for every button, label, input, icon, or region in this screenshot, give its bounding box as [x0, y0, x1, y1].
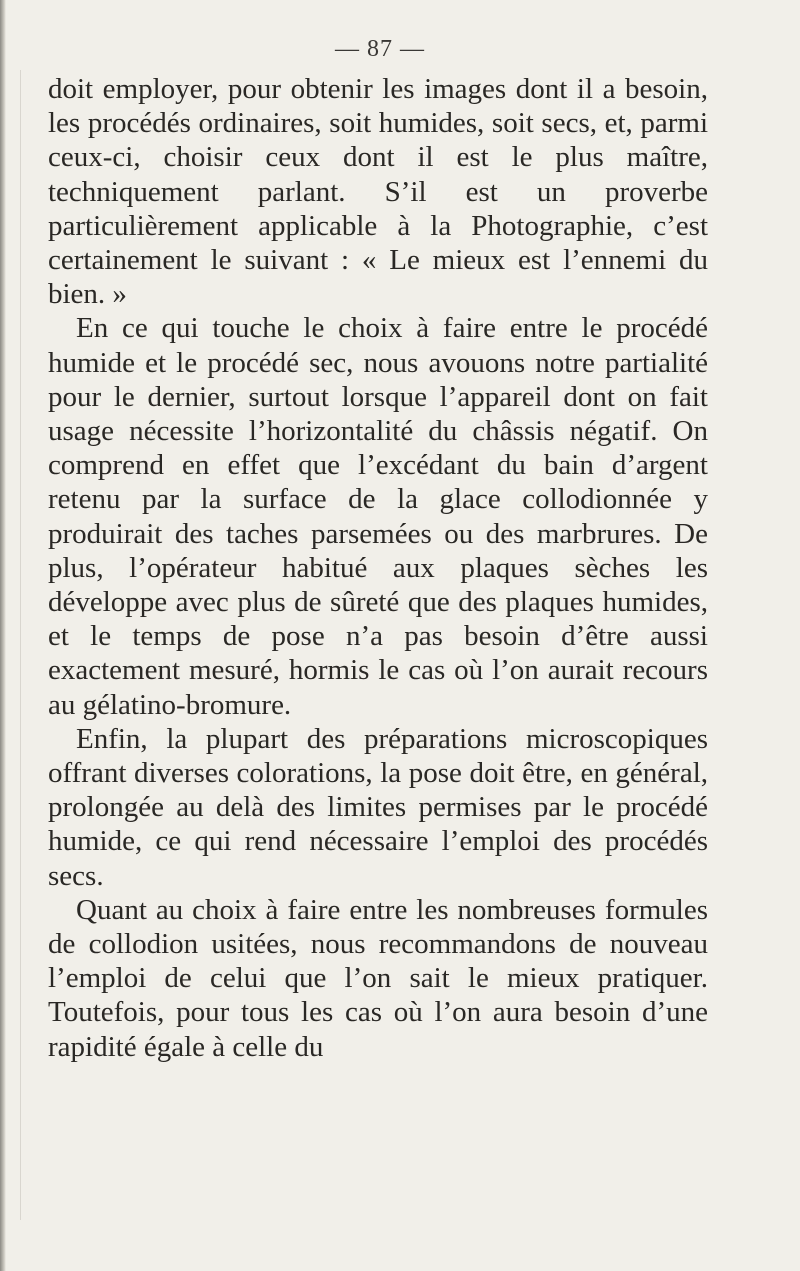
- page-number: — 87 —: [335, 36, 425, 62]
- body-text: [48, 72, 708, 1064]
- page-edge-shadow: [0, 0, 6, 1271]
- paragraph-collodion-formulas: Quant au choix à faire entre les nombreuses formules de collodion usitées, nous recommandons de nouveau l’emploi de celui que l’on sait le mieux pratiquer. Toutefois, pour tous les cas où l’on aura besoin d’une rapidité égale à celle du: [48, 893, 708, 1063]
- paragraph-continuation: doit employer, pour obtenir les images dont il a besoin, les procédés ordinaires, soit humides, soit secs, et, parmi ceux-ci, choisir ceux dont il est le plus maître, techniquement parlant. S’il est un proverbe particulièrement applicable à la Photographie, c’est certainement le suivant : « Le mieux est l’ennemi du bien. »: [48, 73, 708, 311]
- paragraph-microscopic-preparations: Enfin, la plupart des préparations microscopiques offrant diverses colorations, la pose doit être, en général, prolongée au delà des limites permises par le procédé humide, ce qui rend nécessaire l’emploi des procédés secs.: [48, 722, 708, 892]
- paragraph-process-choice: En ce qui touche le choix à faire entre le procédé humide et le procédé sec, nous avouons notre partialité pour le dernier, surtout lorsque l’appareil dont on fait usage nécessite l’horizontalité du châssis négatif. On comprend en effet que l’excédant du bain d’argent retenu par la surface de la glace collodionnée y produirait des taches parsemées ou des marbrures. De plus, l’opérateur habitué aux plaques sèches les développe avec plus de sûreté que des plaques humides, et le temps de pose n’a pas besoin d’être aussi exactement mesuré, hormis le cas où l’on aurait recours au gélatino-bromure.: [48, 312, 708, 721]
- page-fold-line: [20, 70, 21, 1220]
